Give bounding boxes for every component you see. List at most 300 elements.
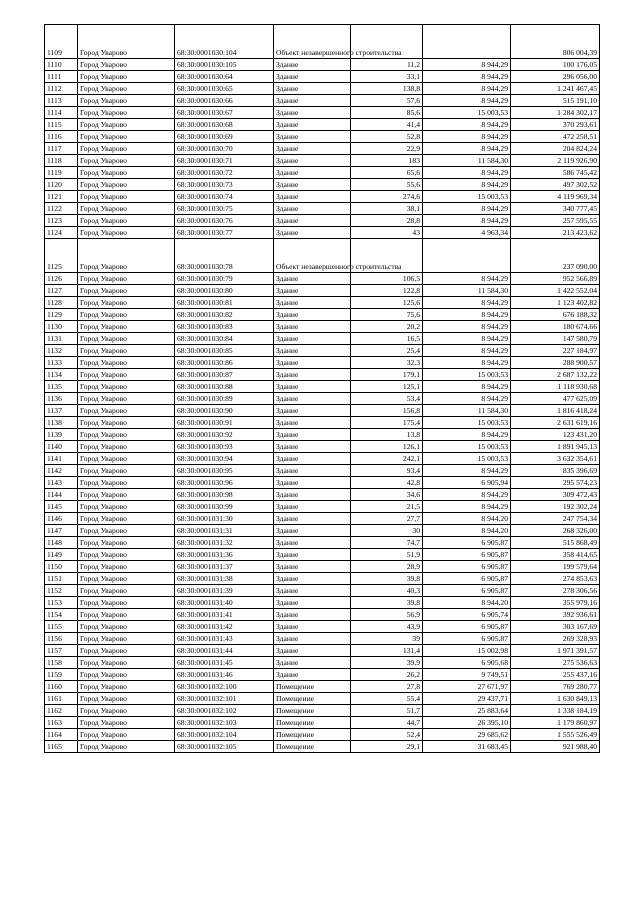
cell-cadastral-number: 68:30:0001030:90	[175, 405, 274, 417]
cell-locality: Город Уварово	[78, 131, 175, 143]
cell-area: 42,8	[351, 477, 423, 489]
table-row	[45, 393, 600, 405]
cell-locality: Город Уварово	[78, 357, 175, 369]
cell-specific-value: 8 944,29	[423, 357, 511, 369]
cell-locality: Город Уварово	[78, 191, 175, 203]
table-row	[45, 573, 600, 585]
cell-area: 125,1	[351, 381, 423, 393]
cell-object-type: Помещение	[274, 729, 351, 741]
cell-specific-value: 11 584,30	[423, 285, 511, 297]
cell-area: 51,7	[351, 705, 423, 717]
cell-area: 28,8	[351, 215, 423, 227]
cell-area: 179,1	[351, 369, 423, 381]
cell-area: 122,8	[351, 285, 423, 297]
cell-cadastral-value: 806 004,39	[511, 25, 600, 59]
cell-area: 93,4	[351, 465, 423, 477]
cell-locality: Город Уварово	[78, 477, 175, 489]
cell-cadastral-number: 68:30:0001030:80	[175, 285, 274, 297]
cell-cadastral-value: 1 891 945,13	[511, 441, 600, 453]
table-row	[45, 705, 600, 717]
table-row	[45, 239, 600, 273]
cell-cadastral-number: 68:30:0001032:104	[175, 729, 274, 741]
cell-specific-value: 8 944,29	[423, 321, 511, 333]
cell-area: 13,8	[351, 429, 423, 441]
cell-area: 30	[351, 525, 423, 537]
cell-specific-value: 29 437,71	[423, 693, 511, 705]
cell-locality: Город Уварово	[78, 215, 175, 227]
cell-specific-value: 6 905,74	[423, 609, 511, 621]
cell-area: 20,2	[351, 321, 423, 333]
cell-object-type: Здание	[274, 179, 351, 191]
cell-cadastral-number: 68:30:0001031:40	[175, 597, 274, 609]
cell-cadastral-number: 68:30:0001030:89	[175, 393, 274, 405]
cell-cadastral-value: 1 179 860,97	[511, 717, 600, 729]
cell-cadastral-number: 68:30:0001031:36	[175, 549, 274, 561]
cell-specific-value: 8 944,29	[423, 203, 511, 215]
cell-object-type: Здание	[274, 333, 351, 345]
table-row	[45, 513, 600, 525]
cell-specific-value: 9 749,51	[423, 669, 511, 681]
cell-object-type: Здание	[274, 573, 351, 585]
cell-area: 274,6	[351, 191, 423, 203]
cell-row-number: 1133	[45, 357, 78, 369]
cell-object-type: Здание	[274, 203, 351, 215]
cell-cadastral-value: 497 302,52	[511, 179, 600, 191]
cell-cadastral-number: 68:30:0001031:43	[175, 633, 274, 645]
table-row	[45, 71, 600, 83]
cell-row-number: 1110	[45, 59, 78, 71]
cell-area: 52,8	[351, 131, 423, 143]
table-row	[45, 645, 600, 657]
cell-cadastral-number: 68:30:0001030:73	[175, 179, 274, 191]
cell-area: 56,9	[351, 609, 423, 621]
cell-cadastral-value: 1 118 930,68	[511, 381, 600, 393]
cell-locality: Город Уварово	[78, 273, 175, 285]
cell-specific-value: 8 944,29	[423, 71, 511, 83]
cell-area: 175,4	[351, 417, 423, 429]
cell-cadastral-number: 68:30:0001031:31	[175, 525, 274, 537]
cell-cadastral-number: 68:30:0001030:76	[175, 215, 274, 227]
table-row	[45, 203, 600, 215]
cell-area: 40,3	[351, 585, 423, 597]
table-row	[45, 333, 600, 345]
table-row	[45, 131, 600, 143]
cell-locality: Город Уварово	[78, 729, 175, 741]
cell-cadastral-value: 1 241 467,45	[511, 83, 600, 95]
cell-area: 85,6	[351, 107, 423, 119]
cell-cadastral-value: 257 595,55	[511, 215, 600, 227]
cell-area: 44,7	[351, 717, 423, 729]
cell-cadastral-number: 68:30:0001030:67	[175, 107, 274, 119]
table-row	[45, 95, 600, 107]
cell-cadastral-value: 1 555 526,49	[511, 729, 600, 741]
cell-locality: Город Уварово	[78, 369, 175, 381]
cell-row-number: 1148	[45, 537, 78, 549]
table-row	[45, 273, 600, 285]
cell-row-number: 1153	[45, 597, 78, 609]
cell-specific-value: 8 944,29	[423, 465, 511, 477]
cell-row-number: 1139	[45, 429, 78, 441]
cell-locality: Город Уварово	[78, 95, 175, 107]
cell-cadastral-value: 213 423,62	[511, 227, 600, 239]
cell-area: 55,6	[351, 179, 423, 191]
cell-area: 53,4	[351, 393, 423, 405]
cell-cadastral-number: 68:30:0001030:74	[175, 191, 274, 203]
cell-area: 26,2	[351, 669, 423, 681]
cell-object-type: Здание	[274, 465, 351, 477]
cell-area: 25,4	[351, 345, 423, 357]
cell-cadastral-value: 147 580,79	[511, 333, 600, 345]
cell-row-number: 1125	[45, 239, 78, 273]
cell-specific-value: 6 905,68	[423, 657, 511, 669]
cell-row-number: 1137	[45, 405, 78, 417]
cell-row-number: 1157	[45, 645, 78, 657]
cell-specific-value: 8 944,29	[423, 131, 511, 143]
cell-cadastral-value: 1 123 402,82	[511, 297, 600, 309]
cell-area: 41,4	[351, 119, 423, 131]
cell-area: 28,9	[351, 561, 423, 573]
cell-specific-value: 8 944,29	[423, 297, 511, 309]
cell-object-type: Здание	[274, 633, 351, 645]
table-row	[45, 597, 600, 609]
cell-locality: Город Уварово	[78, 203, 175, 215]
cell-cadastral-number: 68:30:0001030:69	[175, 131, 274, 143]
cell-specific-value: 15 003,53	[423, 417, 511, 429]
cell-specific-value: 15 003,53	[423, 191, 511, 203]
cell-area: 29,1	[351, 741, 423, 753]
cell-locality: Город Уварово	[78, 107, 175, 119]
cell-area: 22,9	[351, 143, 423, 155]
cell-row-number: 1150	[45, 561, 78, 573]
cell-area: 39,8	[351, 573, 423, 585]
cell-object-type: Объект незавершенного строительства	[274, 25, 351, 59]
cell-locality: Город Уварово	[78, 393, 175, 405]
table-row	[45, 501, 600, 513]
cell-locality: Город Уварово	[78, 417, 175, 429]
cell-specific-value: 27 671,97	[423, 681, 511, 693]
cell-cadastral-value: 192 302,24	[511, 501, 600, 513]
cell-cadastral-number: 68:30:0001030:105	[175, 59, 274, 71]
table-row	[45, 417, 600, 429]
cell-locality: Город Уварово	[78, 83, 175, 95]
cell-specific-value: 8 944,20	[423, 513, 511, 525]
cell-cadastral-number: 68:30:0001030:81	[175, 297, 274, 309]
table-row	[45, 215, 600, 227]
cell-object-type: Здание	[274, 119, 351, 131]
cell-area: 43	[351, 227, 423, 239]
cell-row-number: 1128	[45, 297, 78, 309]
cell-cadastral-value: 4 119 969,34	[511, 191, 600, 203]
cell-object-type: Здание	[274, 345, 351, 357]
cell-locality: Город Уварово	[78, 25, 175, 59]
cell-object-type: Здание	[274, 357, 351, 369]
cell-row-number: 1123	[45, 215, 78, 227]
cell-specific-value: 15 003,53	[423, 369, 511, 381]
cell-specific-value: 8 944,29	[423, 143, 511, 155]
cell-area: 183	[351, 155, 423, 167]
cell-object-type: Здание	[274, 309, 351, 321]
cell-locality: Город Уварово	[78, 717, 175, 729]
cell-specific-value	[423, 25, 511, 59]
cell-specific-value: 15 003,53	[423, 453, 511, 465]
cell-specific-value: 15 003,53	[423, 441, 511, 453]
cell-cadastral-number: 68:30:0001030:68	[175, 119, 274, 131]
table-row	[45, 309, 600, 321]
cell-object-type: Здание	[274, 191, 351, 203]
table-row	[45, 561, 600, 573]
cell-row-number: 1156	[45, 633, 78, 645]
cell-row-number: 1159	[45, 669, 78, 681]
cell-cadastral-number: 68:30:0001031:38	[175, 573, 274, 585]
cell-cadastral-number: 68:30:0001030:86	[175, 357, 274, 369]
cell-row-number: 1120	[45, 179, 78, 191]
cell-locality: Город Уварово	[78, 179, 175, 191]
cell-locality: Город Уварово	[78, 693, 175, 705]
table-row	[45, 489, 600, 501]
cell-locality: Город Уварово	[78, 609, 175, 621]
cadastral-value-table	[44, 24, 600, 753]
cell-area: 39,9	[351, 657, 423, 669]
cell-cadastral-number: 68:30:0001031:39	[175, 585, 274, 597]
cell-cadastral-number: 68:30:0001031:42	[175, 621, 274, 633]
table-row	[45, 107, 600, 119]
cell-object-type: Здание	[274, 657, 351, 669]
cell-specific-value: 26 395,10	[423, 717, 511, 729]
cell-object-type: Здание	[274, 525, 351, 537]
cell-object-type: Здание	[274, 597, 351, 609]
cell-cadastral-number: 68:30:0001031:37	[175, 561, 274, 573]
table-row	[45, 357, 600, 369]
table-row	[45, 525, 600, 537]
cell-area: 38,1	[351, 203, 423, 215]
cell-cadastral-number: 68:30:0001030:75	[175, 203, 274, 215]
cell-cadastral-value: 309 472,43	[511, 489, 600, 501]
cell-row-number: 1126	[45, 273, 78, 285]
cell-cadastral-number: 68:30:0001032:105	[175, 741, 274, 753]
cell-object-type: Объект незавершенного строительства	[274, 239, 351, 273]
cell-object-type: Здание	[274, 381, 351, 393]
table-row	[45, 381, 600, 393]
cell-object-type: Здание	[274, 453, 351, 465]
document-page	[44, 24, 599, 753]
cell-row-number: 1134	[45, 369, 78, 381]
cell-row-number: 1117	[45, 143, 78, 155]
cell-locality: Город Уварово	[78, 239, 175, 273]
cell-object-type: Здание	[274, 83, 351, 95]
cell-row-number: 1132	[45, 345, 78, 357]
cell-area: 51,9	[351, 549, 423, 561]
cell-object-type: Здание	[274, 155, 351, 167]
cell-cadastral-value: 586 745,42	[511, 167, 600, 179]
cell-locality: Город Уварово	[78, 573, 175, 585]
cell-object-type: Здание	[274, 273, 351, 285]
cell-specific-value: 8 944,20	[423, 597, 511, 609]
cell-locality: Город Уварово	[78, 633, 175, 645]
cell-specific-value: 6 905,87	[423, 573, 511, 585]
cell-cadastral-value: 288 900,57	[511, 357, 600, 369]
cell-area: 52,4	[351, 729, 423, 741]
cell-cadastral-value: 1 816 418,24	[511, 405, 600, 417]
cell-cadastral-value: 515 191,10	[511, 95, 600, 107]
cell-area: 138,8	[351, 83, 423, 95]
cell-locality: Город Уварово	[78, 501, 175, 513]
cell-specific-value: 8 944,29	[423, 501, 511, 513]
cell-object-type: Здание	[274, 609, 351, 621]
table-row	[45, 621, 600, 633]
cell-cadastral-value: 472 258,51	[511, 131, 600, 143]
cell-cadastral-value: 204 824,24	[511, 143, 600, 155]
cell-row-number: 1112	[45, 83, 78, 95]
cell-cadastral-number: 68:30:0001031:30	[175, 513, 274, 525]
cell-cadastral-value: 2 687 132,22	[511, 369, 600, 381]
table-row	[45, 83, 600, 95]
cell-area: 32,3	[351, 357, 423, 369]
cell-specific-value: 8 944,29	[423, 83, 511, 95]
cell-cadastral-number: 68:30:0001030:92	[175, 429, 274, 441]
cell-locality: Город Уварово	[78, 741, 175, 753]
cell-row-number: 1115	[45, 119, 78, 131]
cell-object-type: Помещение	[274, 693, 351, 705]
table-row	[45, 441, 600, 453]
cell-cadastral-value: 278 306,56	[511, 585, 600, 597]
table-row	[45, 191, 600, 203]
cell-locality: Город Уварово	[78, 143, 175, 155]
cell-cadastral-value: 835 396,69	[511, 465, 600, 477]
cell-cadastral-number: 68:30:0001030:96	[175, 477, 274, 489]
cell-object-type: Здание	[274, 167, 351, 179]
cell-specific-value: 8 944,29	[423, 59, 511, 71]
cell-row-number: 1121	[45, 191, 78, 203]
table-row	[45, 681, 600, 693]
cell-area: 126,1	[351, 441, 423, 453]
cell-cadastral-number: 68:30:0001030:65	[175, 83, 274, 95]
cell-cadastral-value: 100 176,05	[511, 59, 600, 71]
cell-locality: Город Уварово	[78, 227, 175, 239]
table-row	[45, 119, 600, 131]
cell-area: 74,7	[351, 537, 423, 549]
cell-cadastral-value: 515 868,49	[511, 537, 600, 549]
cell-area: 27,8	[351, 681, 423, 693]
cell-locality: Город Уварово	[78, 645, 175, 657]
cell-cadastral-value: 269 328,93	[511, 633, 600, 645]
cell-object-type: Помещение	[274, 705, 351, 717]
cell-area: 16,5	[351, 333, 423, 345]
cell-object-type: Помещение	[274, 717, 351, 729]
cell-cadastral-value: 392 936,61	[511, 609, 600, 621]
cell-cadastral-number: 68:30:0001030:84	[175, 333, 274, 345]
table-row	[45, 179, 600, 191]
cell-specific-value: 8 944,29	[423, 333, 511, 345]
cell-locality: Город Уварово	[78, 549, 175, 561]
table-row	[45, 633, 600, 645]
cell-specific-value: 25 883,64	[423, 705, 511, 717]
cell-locality: Город Уварово	[78, 585, 175, 597]
cell-cadastral-value: 268 326,00	[511, 525, 600, 537]
cell-cadastral-value: 1 338 184,19	[511, 705, 600, 717]
cell-specific-value: 6 905,94	[423, 477, 511, 489]
cell-cadastral-number: 68:30:0001030:66	[175, 95, 274, 107]
cell-locality: Город Уварово	[78, 525, 175, 537]
cell-cadastral-value: 676 188,32	[511, 309, 600, 321]
cell-area: 43,9	[351, 621, 423, 633]
cell-locality: Город Уварово	[78, 297, 175, 309]
cell-cadastral-value: 227 184,97	[511, 345, 600, 357]
cell-cadastral-number: 68:30:0001030:87	[175, 369, 274, 381]
cell-cadastral-value: 199 579,64	[511, 561, 600, 573]
cell-locality: Город Уварово	[78, 669, 175, 681]
cell-specific-value: 6 905,87	[423, 585, 511, 597]
cell-object-type: Здание	[274, 285, 351, 297]
cell-object-type: Здание	[274, 489, 351, 501]
cell-object-type: Здание	[274, 321, 351, 333]
cell-cadastral-number: 68:30:0001030:99	[175, 501, 274, 513]
cell-object-type: Здание	[274, 645, 351, 657]
cell-cadastral-number: 68:30:0001032:101	[175, 693, 274, 705]
cell-cadastral-number: 68:30:0001031:44	[175, 645, 274, 657]
cell-locality: Город Уварово	[78, 597, 175, 609]
cell-row-number: 1144	[45, 489, 78, 501]
cell-object-type: Здание	[274, 561, 351, 573]
cell-specific-value: 6 905,87	[423, 621, 511, 633]
cell-area: 39	[351, 633, 423, 645]
cell-cadastral-number: 68:30:0001030:72	[175, 167, 274, 179]
cell-cadastral-value: 477 625,09	[511, 393, 600, 405]
cell-cadastral-number: 68:30:0001030:77	[175, 227, 274, 239]
cell-cadastral-value: 3 632 354,61	[511, 453, 600, 465]
cell-specific-value: 8 944,29	[423, 393, 511, 405]
table-row	[45, 143, 600, 155]
cell-cadastral-number: 68:30:0001030:91	[175, 417, 274, 429]
cell-area: 55,4	[351, 693, 423, 705]
cell-cadastral-number: 68:30:0001032:100	[175, 681, 274, 693]
cell-object-type: Здание	[274, 131, 351, 143]
cell-locality: Город Уварово	[78, 59, 175, 71]
cell-row-number: 1141	[45, 453, 78, 465]
cell-locality: Город Уварово	[78, 71, 175, 83]
cell-specific-value: 8 944,29	[423, 119, 511, 131]
cell-locality: Город Уварово	[78, 333, 175, 345]
table-row	[45, 297, 600, 309]
table-row	[45, 167, 600, 179]
cell-locality: Город Уварово	[78, 285, 175, 297]
cell-locality: Город Уварово	[78, 119, 175, 131]
cell-specific-value: 11 584,30	[423, 405, 511, 417]
cell-object-type: Здание	[274, 417, 351, 429]
cell-specific-value: 6 905,87	[423, 561, 511, 573]
cell-cadastral-number: 68:30:0001030:104	[175, 25, 274, 59]
cell-locality: Город Уварово	[78, 513, 175, 525]
cell-area: 156,8	[351, 405, 423, 417]
cell-specific-value: 8 944,29	[423, 179, 511, 191]
cell-row-number: 1145	[45, 501, 78, 513]
cell-row-number: 1164	[45, 729, 78, 741]
cell-object-type: Здание	[274, 477, 351, 489]
cell-cadastral-value: 303 167,69	[511, 621, 600, 633]
cell-row-number: 1136	[45, 393, 78, 405]
cell-row-number: 1162	[45, 705, 78, 717]
cell-object-type: Здание	[274, 215, 351, 227]
cell-area: 57,6	[351, 95, 423, 107]
cell-cadastral-number: 68:30:0001030:85	[175, 345, 274, 357]
cell-object-type: Здание	[274, 107, 351, 119]
table-row	[45, 25, 600, 59]
cell-cadastral-value: 952 566,89	[511, 273, 600, 285]
table-row	[45, 285, 600, 297]
cell-specific-value	[423, 239, 511, 273]
cell-cadastral-value: 237 090,00	[511, 239, 600, 273]
cell-cadastral-value: 1 971 391,57	[511, 645, 600, 657]
cell-row-number: 1143	[45, 477, 78, 489]
